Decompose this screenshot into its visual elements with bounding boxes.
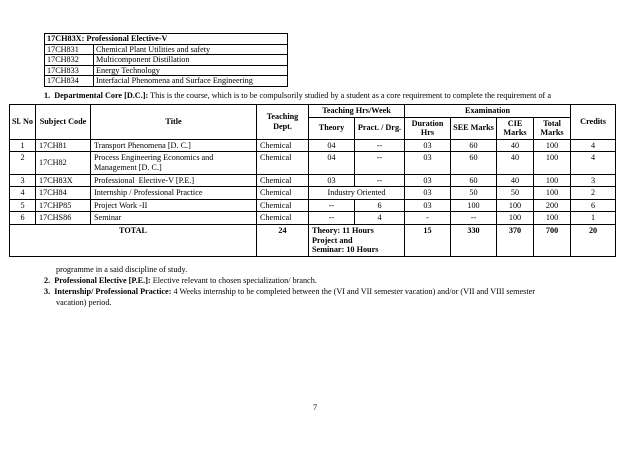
cell-duration: - [405, 212, 451, 225]
elective-title: Multicomponent Distillation [94, 55, 288, 66]
header-theory: Theory [309, 117, 355, 139]
cell-title: Project Work -II [91, 199, 257, 212]
cell-theory: 04 [309, 139, 355, 152]
cell-code: 17CH82 [36, 152, 91, 174]
total-cie: 370 [497, 224, 534, 256]
cell-pract: -- [355, 174, 405, 187]
table-row [10, 212, 616, 225]
table-row [10, 152, 616, 174]
cell-see: 60 [451, 152, 497, 174]
elective-code: 17CH832 [45, 55, 94, 66]
elective-title: Chemical Plant Utilities and safety [94, 44, 288, 55]
elective-code: 17CH833 [45, 65, 94, 76]
cell-dept: Chemical [257, 212, 309, 225]
elective-title: Interfacial Phenomena and Surface Engineering [94, 76, 288, 87]
note-professional-elective [44, 276, 317, 286]
cell-credits: 4 [571, 152, 616, 174]
header-examination: Examination [405, 105, 571, 118]
header-sl: Sl. No [10, 105, 36, 140]
cell-cie: 40 [497, 152, 534, 174]
note-number: 1. [44, 91, 51, 100]
elective-row [45, 44, 288, 55]
cell-credits: 1 [571, 212, 616, 225]
header-dept: Teaching Dept. [257, 105, 309, 140]
cell-see: 60 [451, 139, 497, 152]
elective-title: Energy Technology [94, 65, 288, 76]
header-duration: Duration Hrs [405, 117, 451, 139]
scheme-table [9, 104, 616, 257]
note-term: Departmental Core [D.C.]: [54, 91, 149, 100]
cell-cie: 50 [497, 187, 534, 200]
cell-total: 200 [534, 199, 571, 212]
cell-pract: -- [355, 139, 405, 152]
cell-code: 17CH81 [36, 139, 91, 152]
cell-pract: 6 [355, 199, 405, 212]
note-text: 4 Weeks internship to be completed between the (VI and VII semester vacation) and/or (VII and VIII semester [171, 287, 535, 296]
cell-sl: 4 [10, 187, 36, 200]
elective-row [45, 55, 288, 66]
cell-duration: 03 [405, 187, 451, 200]
cell-code: 17CH84 [36, 187, 91, 200]
note-term: Professional Elective [P.E.]: [54, 276, 151, 285]
header-pract: Pract. / Drg. [355, 117, 405, 139]
cell-cie: 100 [497, 212, 534, 225]
cell-credits: 3 [571, 174, 616, 187]
total-label: TOTAL [10, 224, 257, 256]
note-departmental-core [44, 91, 551, 101]
cell-dept: Chemical [257, 174, 309, 187]
cell-pract: 4 [355, 212, 405, 225]
note-text: Elective relevant to chosen specialization/ branch. [150, 276, 317, 285]
total-credits: 20 [571, 224, 616, 256]
cell-theory: 04 [309, 152, 355, 174]
elective-heading: 17CH83X: Professional Elective-V [45, 34, 288, 45]
cell-dept: Chemical [257, 187, 309, 200]
total-hours [309, 224, 405, 256]
total-marks: 700 [534, 224, 571, 256]
cell-cie: 40 [497, 139, 534, 152]
total-dept: 24 [257, 224, 309, 256]
cell-see: -- [451, 212, 497, 225]
cell-duration: 03 [405, 174, 451, 187]
cell-sl: 3 [10, 174, 36, 187]
cell-credits: 6 [571, 199, 616, 212]
header-row [10, 105, 616, 118]
cell-dept: Chemical [257, 152, 309, 174]
total-hours-line: Seminar: 10 Hours [312, 245, 379, 255]
cell-title: Internship / Professional Practice [91, 187, 257, 200]
cell-sl: 6 [10, 212, 36, 225]
cell-code: 17CH83X [36, 174, 91, 187]
total-hours-line: Project and [312, 235, 353, 245]
note-term: Internship/ Professional Practice: [54, 287, 172, 296]
cell-dept: Chemical [257, 139, 309, 152]
cell-industry-oriented: Industry Oriented [309, 187, 405, 200]
cell-title: Seminar [91, 212, 257, 225]
table-row [10, 199, 616, 212]
header-total: Total Marks [534, 117, 571, 139]
note-number: 3. [44, 287, 51, 296]
table-row [10, 139, 616, 152]
note-text: This is the course, which is to be compulsorily studied by a student as a core requirement to complete the requirement of a [148, 91, 551, 100]
cell-code: 17CHP85 [36, 199, 91, 212]
elective-row [45, 65, 288, 76]
note-internship [44, 287, 535, 297]
cell-pract: -- [355, 152, 405, 174]
cell-sl: 5 [10, 199, 36, 212]
cell-duration: 03 [405, 199, 451, 212]
note-continuation: programme in a said discipline of study. [56, 265, 188, 274]
cell-cie: 100 [497, 199, 534, 212]
total-row [10, 224, 616, 256]
header-cie: CIE Marks [497, 117, 534, 139]
cell-sl: 1 [10, 139, 36, 152]
elective-list-table [44, 33, 288, 87]
cell-see: 50 [451, 187, 497, 200]
cell-title: Transport Phenomena [D. C.] [91, 139, 257, 152]
header-title: Title [91, 105, 257, 140]
note-continuation: vacation) period. [56, 298, 112, 307]
cell-title: Process Engineering Economics and Management [D. C.] [91, 152, 257, 174]
total-see: 330 [451, 224, 497, 256]
cell-total: 100 [534, 174, 571, 187]
cell-see: 100 [451, 199, 497, 212]
cell-sl: 2 [10, 152, 36, 174]
cell-dept: Chemical [257, 199, 309, 212]
cell-theory: -- [309, 199, 355, 212]
page-number: 7 [313, 403, 318, 412]
note-number: 2. [44, 276, 51, 285]
cell-duration: 03 [405, 152, 451, 174]
header-code: Subject Code [36, 105, 91, 140]
cell-cie: 40 [497, 174, 534, 187]
table-row [10, 187, 616, 200]
cell-theory: -- [309, 212, 355, 225]
elective-code: 17CH834 [45, 76, 94, 87]
table-row [10, 174, 616, 187]
cell-total: 100 [534, 187, 571, 200]
cell-theory: 03 [309, 174, 355, 187]
header-teaching-hours: Teaching Hrs/Week [309, 105, 405, 118]
elective-row [45, 76, 288, 87]
cell-code: 17CHS86 [36, 212, 91, 225]
header-see: SEE Marks [451, 117, 497, 139]
cell-credits: 4 [571, 139, 616, 152]
cell-credits: 2 [571, 187, 616, 200]
total-duration: 15 [405, 224, 451, 256]
elective-code: 17CH831 [45, 44, 94, 55]
cell-see: 60 [451, 174, 497, 187]
cell-total: 100 [534, 139, 571, 152]
cell-total: 100 [534, 152, 571, 174]
cell-total: 100 [534, 212, 571, 225]
cell-duration: 03 [405, 139, 451, 152]
total-hours-line: Theory: 11 Hours [312, 225, 374, 235]
cell-title: Professional Elective-V [P.E.] [91, 174, 257, 187]
header-credits: Credits [571, 105, 616, 140]
